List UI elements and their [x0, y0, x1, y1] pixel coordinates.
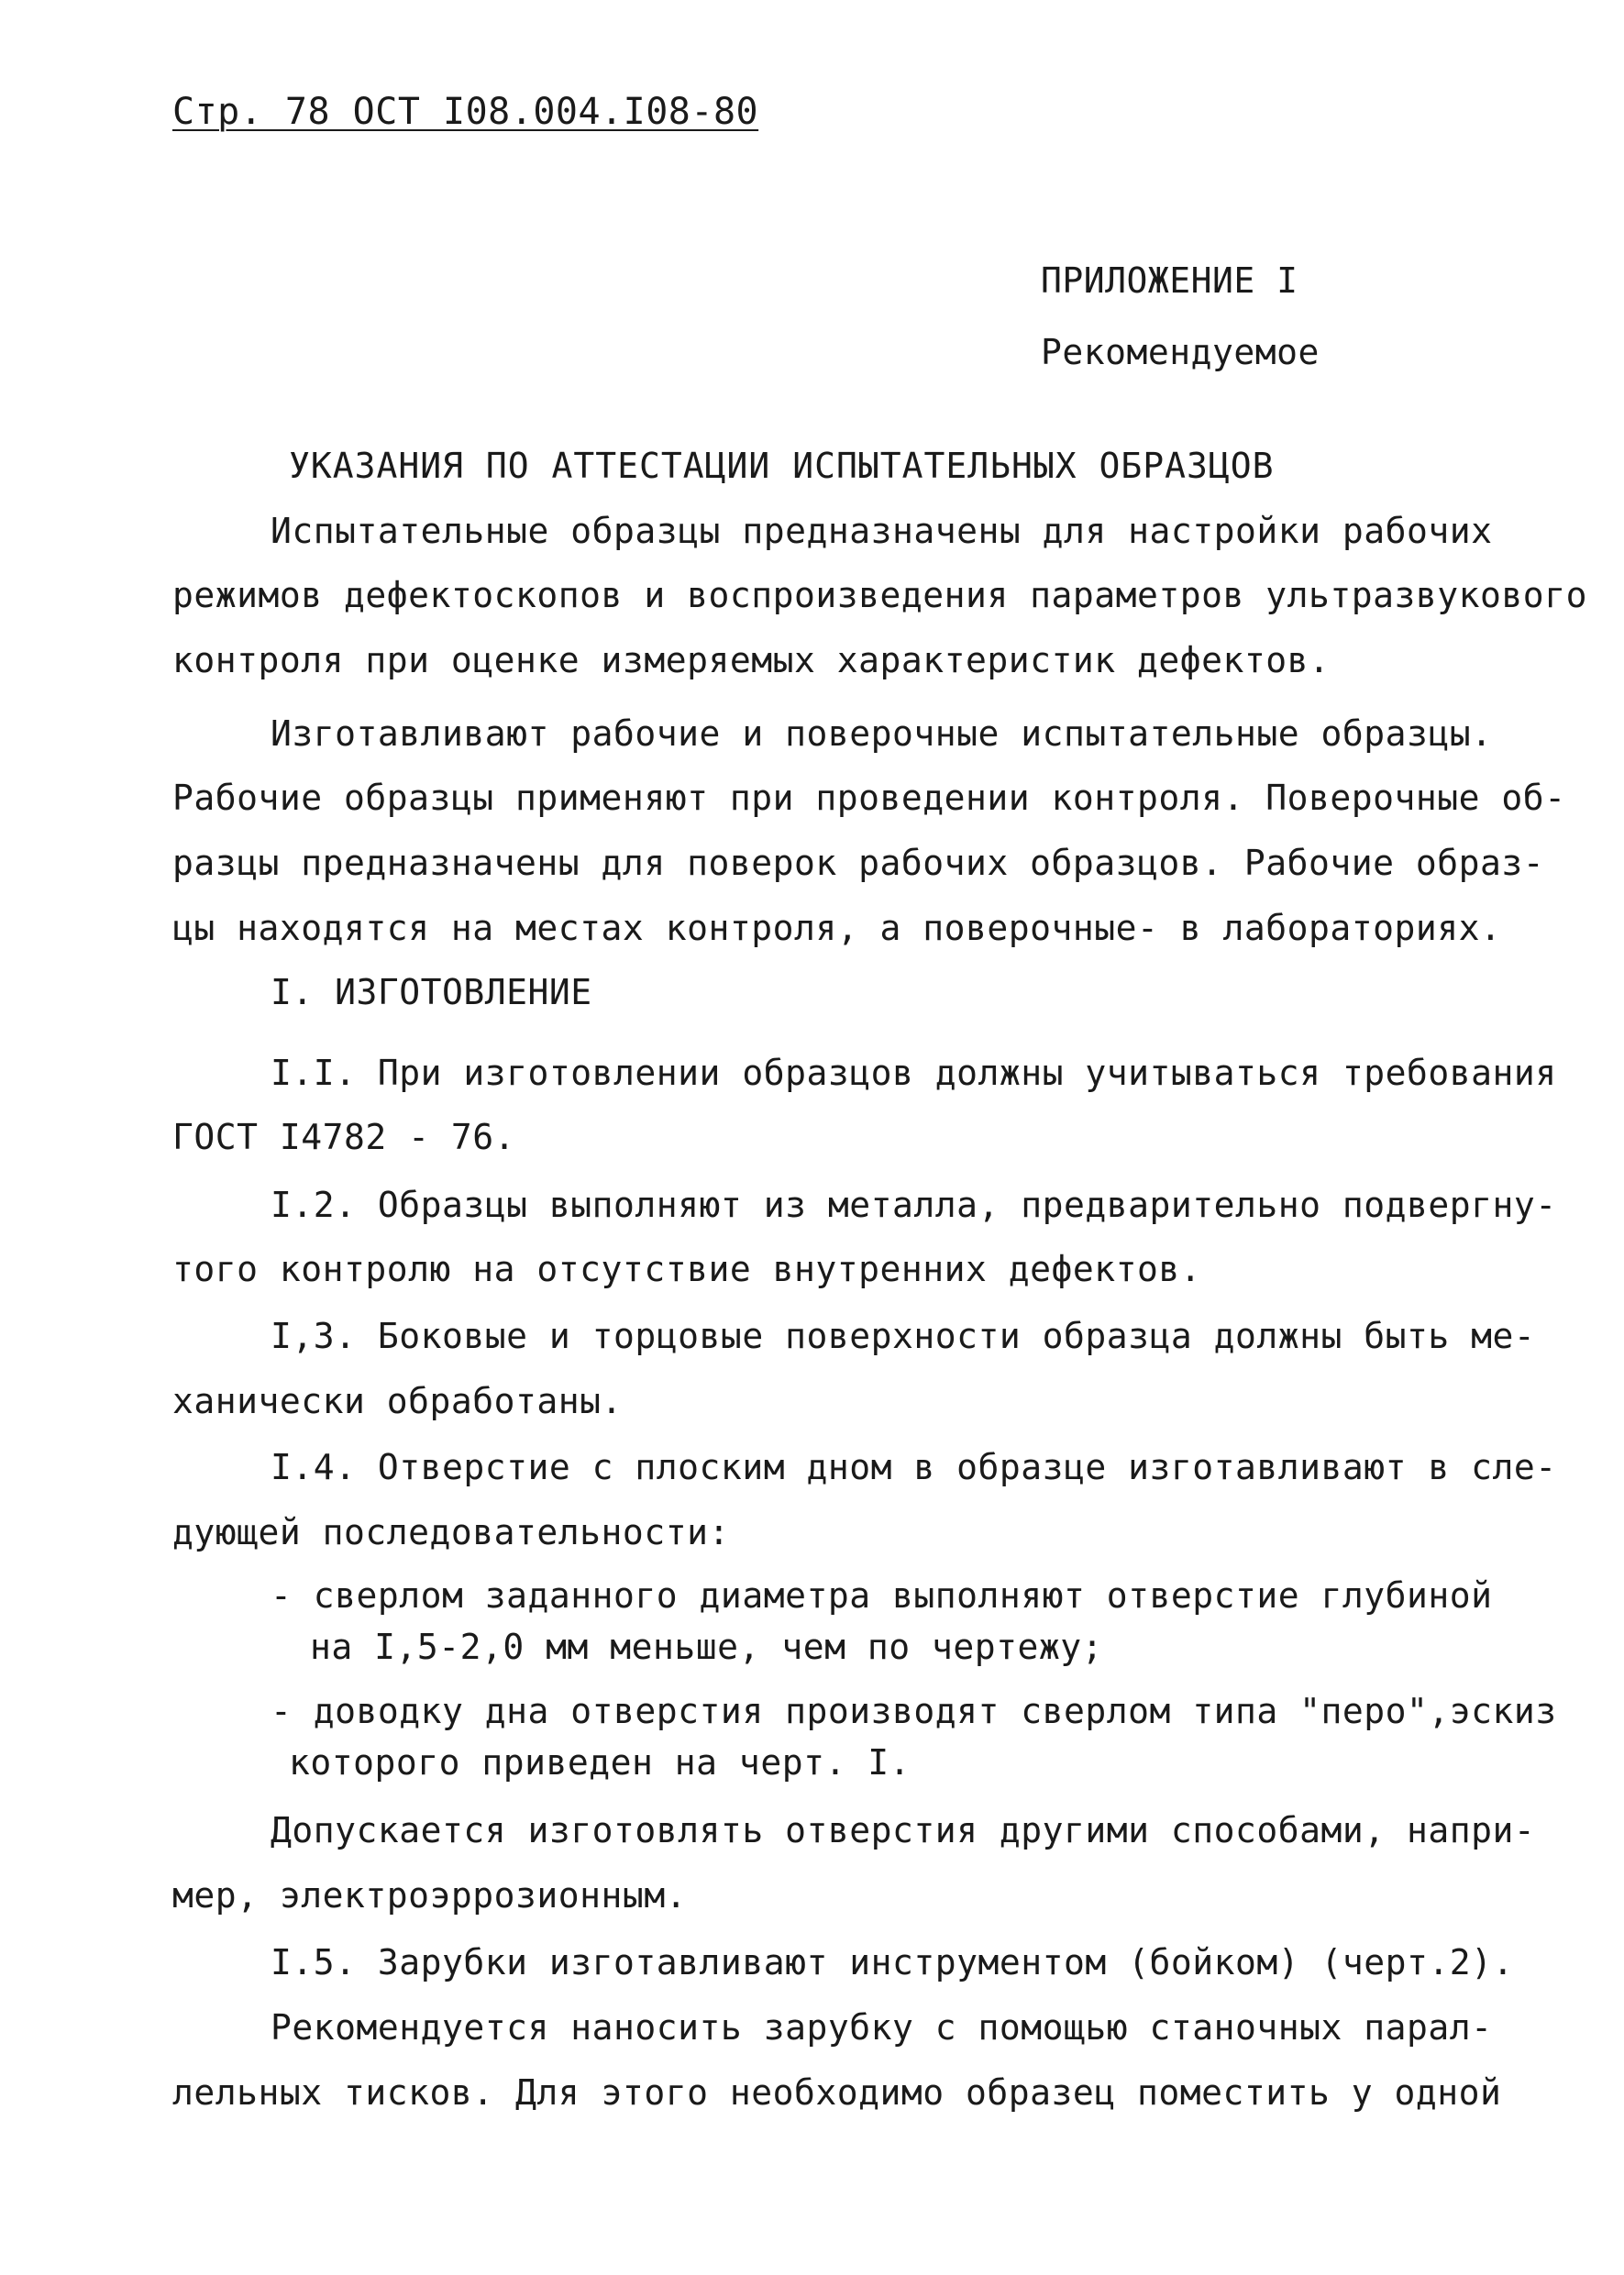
body-line: I.2. Образцы выполняют из металла, предварительно подвергну- — [271, 1185, 1557, 1225]
list-item-continuation: которого приведен на черт. I. — [289, 1742, 911, 1783]
appendix-title: ПРИЛОЖЕНИЕ I — [1041, 260, 1298, 301]
body-line: цы находятся на местах контроля, а поверочные- в лабораториях. — [172, 908, 1502, 948]
body-line: лельных тисков. Для этого необходимо образец поместить у одной — [172, 2072, 1502, 2113]
list-item: - сверлом заданного диаметра выполняют отверстие глубиной — [271, 1575, 1493, 1616]
body-line: мер, электроэррозионным. — [172, 1875, 688, 1916]
body-line: разцы предназначены для поверок рабочих образцов. Рабочие образ- — [172, 843, 1545, 883]
document-heading: УКАЗАНИЯ ПО АТТЕСТАЦИИ ИСПЫТАТЕЛЬНЫХ ОБРАЗЦОВ — [289, 446, 1275, 486]
body-line: Рекомендуется наносить зарубку с помощью станочных парал- — [271, 2007, 1493, 2048]
body-line: Рабочие образцы применяют при проведении контроля. Поверочные об- — [172, 778, 1566, 818]
body-line: режимов дефектоскопов и воспроизведения параметров ультразвукового — [172, 575, 1587, 615]
body-line: I.4. Отверстие с плоским дном в образце изготавливают в сле- — [271, 1447, 1557, 1487]
body-line: I.I. При изготовлении образцов должны учитываться требования — [271, 1053, 1557, 1093]
body-line: Изготавливают рабочие и поверочные испытательные образцы. — [271, 713, 1493, 754]
body-line: контроля при оценке измеряемых характеристик дефектов. — [172, 640, 1331, 680]
body-line: ханически обработаны. — [172, 1381, 623, 1421]
body-line: ГОСТ I4782 - 76. — [172, 1117, 516, 1157]
body-line: дующей последовательности: — [172, 1512, 730, 1552]
body-line: I.5. Зарубки изготавливают инструментом (бойком) (черт.2). — [271, 1942, 1514, 1982]
list-item-continuation: на I,5-2,0 мм меньше, чем по чертежу; — [310, 1627, 1103, 1667]
body-line: I,3. Боковые и торцовые поверхности образца должны быть ме- — [271, 1316, 1536, 1356]
body-line: того контролю на отсутствие внутренних дефектов. — [172, 1249, 1202, 1289]
section-heading: I. ИЗГОТОВЛЕНИЕ — [271, 972, 592, 1012]
body-line: Допускается изготовлять отверстия другими способами, напри- — [271, 1810, 1536, 1850]
body-line: Испытательные образцы предназначены для настройки рабочих — [271, 511, 1493, 551]
appendix-subtitle: Рекомендуемое — [1041, 332, 1320, 372]
list-item: - доводку дна отверстия производят сверлом типа "перо",эскиз — [271, 1691, 1557, 1731]
page-header: Стр. 78 ОСТ I08.004.I08-80 — [172, 91, 759, 133]
